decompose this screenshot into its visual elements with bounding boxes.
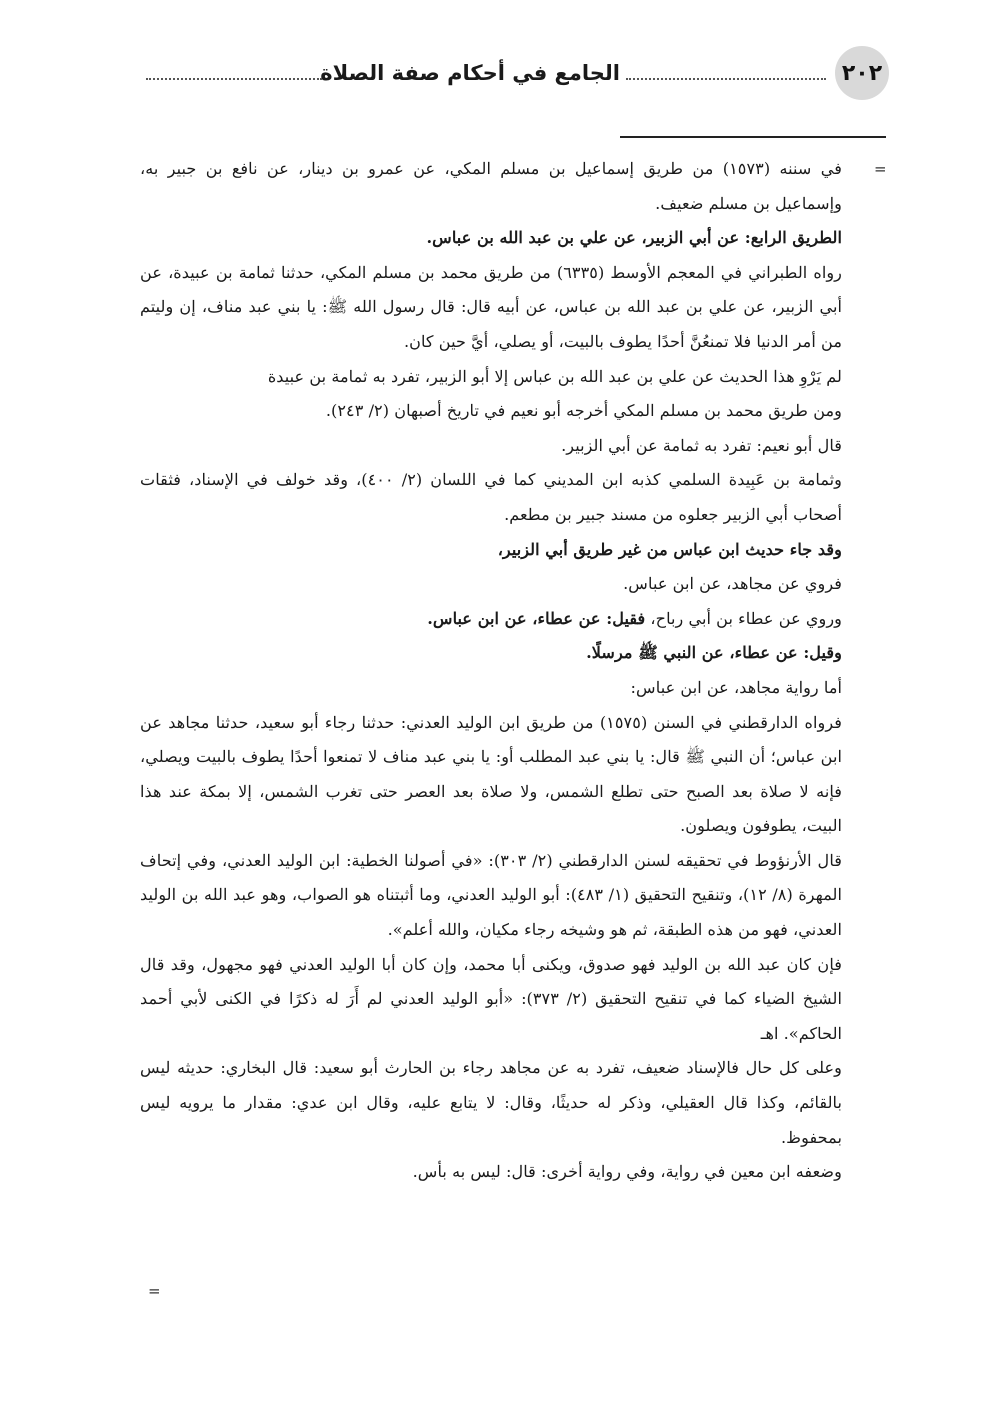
paragraph-text: وروي عن عطاء بن أبي رباح، <box>645 608 842 628</box>
section-heading: وقيل: عن عطاء، عن النبي ﷺ مرسلًا. <box>586 643 842 663</box>
emphasized-text: فقيل: عن عطاء، عن ابن عباس. <box>427 608 646 628</box>
paragraph: في سننه (١٥٧٣) من طريق إسماعيل بن مسلم المكي، عن عمرو بن دينار، عن نافع بن جبير به، وإسماعيل بن مسلم ضعيف. <box>140 159 842 213</box>
section-heading: الطريق الرابع: عن أبي الزبير، عن علي بن عبد الله بن عباس. <box>426 228 842 248</box>
footnote-separator-rule <box>620 136 886 138</box>
paragraph: قال الأرنؤوط في تحقيقه لسنن الدارقطني (٢/ ٣٠٣): «في أصولنا الخطية: ابن الوليد العدني، وفي إتحاف المهرة (٨/ ١٢)، وتنقيح التحقيق (١/ ٤٨٣): أبو الوليد العدني، وما أثبتناه هو الصواب، وهو عبد الله بن الوليد العدني، فهو من هذه الطبقة، ثم هو وشيخه رجاء مكيان، والله أعلم». <box>140 850 842 940</box>
paragraph: فروي عن مجاهد، عن ابن عباس. <box>623 574 842 594</box>
paragraph: لم يَرْوِ هذا الحديث عن علي بن عبد الله بن عباس إلا أبو الزبير، تفرد به ثمامة بن عبيدة <box>267 366 842 386</box>
paragraph: وثمامة بن عَبِيدة السلمي كذبه ابن المديني كما في اللسان (٢/ ٤٠٠)، وقد خولف في الإسناد، فثقات أصحاب أبي الزبير جعلوه من مسند جبير بن مطعم. <box>140 470 842 524</box>
paragraph <box>140 602 842 637</box>
paragraph: فرواه الدارقطني في السنن (١٥٧٥) من طريق ابن الوليد العدني: حدثنا رجاء أبو سعيد، حدثنا مجاهد عن ابن عباس؛ أن النبي ﷺ قال: يا بني عبد المطلب أو: يا بني عبد مناف لا تمنعوا أحدًا يطوف بالبيت ويصلي، فإنه لا صلاة بعد الصبح حتى تطلع الشمس، ولا صلاة بعد العصر حتى تغرب الشمس، إلا بمكة عند هذا البيت، يطوفون ويصلون. <box>140 712 842 836</box>
paragraph: قال أبو نعيم: تفرد به ثمامة عن أبي الزبير. <box>561 435 842 455</box>
paragraph: وعلى كل حال فالإسناد ضعيف، تفرد به عن مجاهد رجاء بن الحارث أبو سعيد: قال البخاري: حديثه ليس بالقائم، وكذا قال العقيلي، وذكر له حديثًا، وقال: لا يتابع عليه، وقال ابن عدي: مقدار ما يرويه ليس بمحفوظ. <box>140 1058 842 1147</box>
section-heading: وقد جاء حديث ابن عباس من غير طريق أبي الزبير، <box>497 539 842 559</box>
header-dotted-leader-right <box>626 78 826 80</box>
page-number: ٢٠٢ <box>835 46 889 100</box>
footnote-text-block <box>140 152 842 1312</box>
paragraph: وضعفه ابن معين في رواية، وفي رواية أخرى: قال: ليس به بأس. <box>412 1162 842 1182</box>
paragraph: فإن كان عبد الله بن الوليد فهو صدوق، ويكنى أبا محمد، وإن كان أبا الوليد العدني فهو مجهول، وقد قال الشيخ الضياء كما في تنقيح التحقيق (٢/ ٣٧٣): «أبو الوليد العدني لم أَرَ له ذكرًا في الكنى لأبي أحمد الحاكم». اهـ <box>140 954 842 1043</box>
continuation-mark-top: = <box>874 160 887 178</box>
paragraph: رواه الطبراني في المعجم الأوسط (٦٣٣٥) من طريق محمد بن مسلم المكي، حدثنا ثمامة بن عبيدة، عن أبي الزبير، عن علي بن عبد الله بن عباس، عن أبيه قال: قال رسول الله ﷺ: يا بني عبد مناف، إن وليتم من أمر الدنيا فلا تمنعُنَّ أحدًا يطوف بالبيت، أو يصلي، أيَّ حين كان. <box>140 262 842 351</box>
paragraph: ومن طريق محمد بن مسلم المكي أخرجه أبو نعيم في تاريخ أصبهان (٢/ ٢٤٣). <box>325 401 842 421</box>
running-header-title: الجامع في أحكام صفة الصلاة <box>320 61 620 85</box>
header-dotted-leader-left <box>146 78 322 80</box>
paragraph: أما رواية مجاهد، عن ابن عباس: <box>630 677 842 697</box>
continuation-mark-bottom: = <box>148 1282 161 1300</box>
